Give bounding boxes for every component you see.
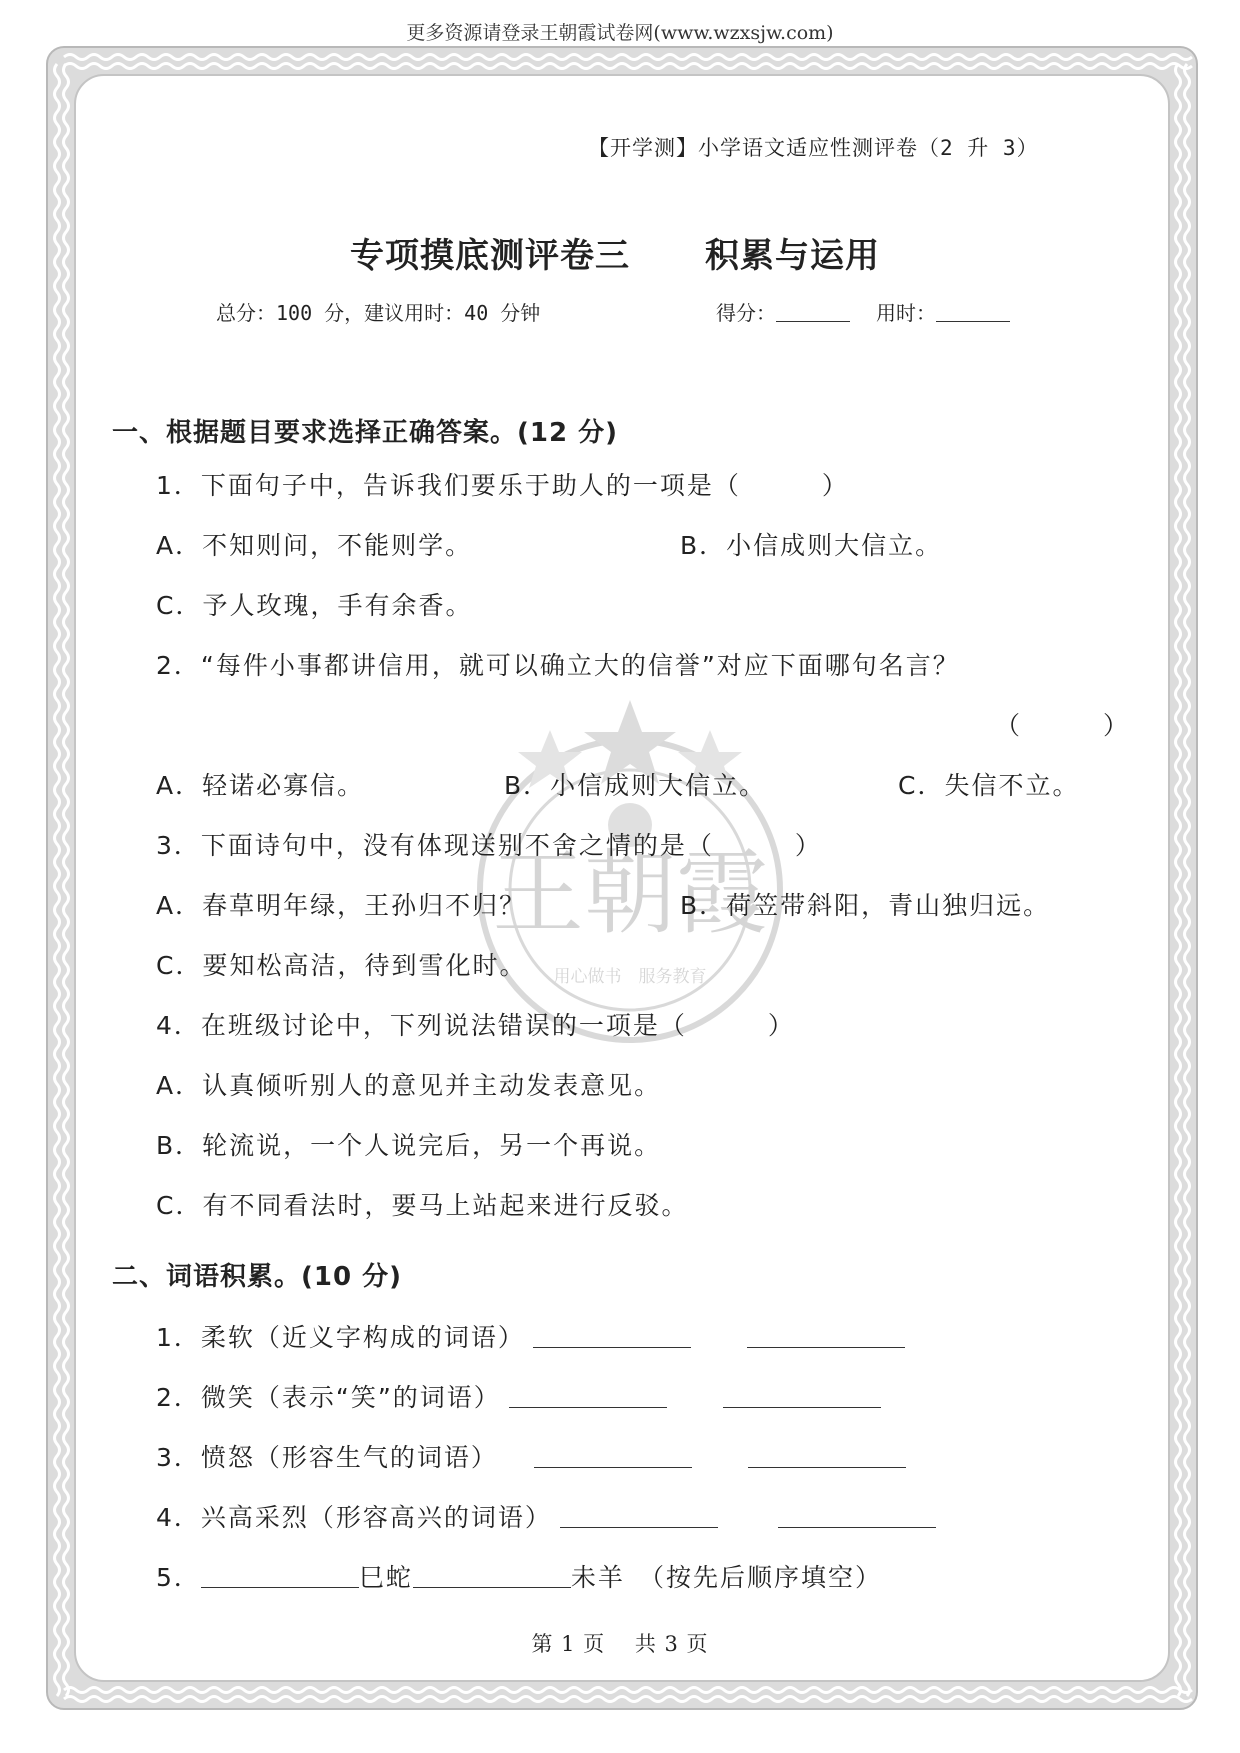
q1-stem: 1．下面句子中，告诉我们要乐于助人的一项是（ ） — [156, 471, 849, 500]
vocab-item-1-blank-1[interactable] — [533, 1323, 691, 1348]
vocab-item-3-blank-2[interactable] — [748, 1443, 906, 1468]
vocab-item-4-blank-1[interactable] — [560, 1503, 718, 1528]
q3-option-c[interactable]: C．要知松高洁，待到雪化时。 — [156, 951, 527, 980]
score-field — [716, 297, 1010, 326]
vocab-item-3 — [156, 1438, 906, 1474]
vocab-item-4 — [156, 1498, 936, 1534]
q4-stem: 4．在班级讨论中，下列说法错误的一项是（ ） — [156, 1011, 795, 1040]
watermark-brand: 王朝霞 — [491, 840, 769, 947]
section2-heading: 二、词语积累。(10 分) — [112, 1262, 402, 1292]
vocab-item-1-text: 1．柔软（近义字构成的词语） — [156, 1323, 525, 1352]
vocab-item-4-blank-2[interactable] — [778, 1503, 936, 1528]
vocab-item-4-text: 4．兴高采烈（形容高兴的词语） — [156, 1503, 552, 1532]
q2-option-b[interactable]: B．小信成则大信立。 — [504, 771, 767, 800]
q2-answer-paren[interactable]: （ ） — [995, 711, 1131, 740]
q4-option-a[interactable]: A．认真倾听别人的意见并主动发表意见。 — [156, 1071, 662, 1100]
site-note: 更多资源请登录王朝霞试卷网(www.wzxsjw.com) — [406, 22, 834, 44]
vocab-item-5-end: 未羊 — [570, 1563, 625, 1592]
wave-line — [64, 1697, 1192, 1702]
title-right: 积累与运用 — [705, 236, 880, 276]
vocab-item-5-number: 5． — [156, 1563, 201, 1592]
q3-stem: 3．下面诗句中，没有体现送别不舍之情的是（ ） — [156, 831, 822, 860]
q2-option-c[interactable]: C．失信不立。 — [898, 771, 1080, 800]
vocab-item-5-note: （按先后顺序填空） — [638, 1563, 882, 1592]
vocab-item-2-blank-1[interactable] — [509, 1383, 667, 1408]
page-footer: 第 1 页 共 3 页 — [531, 1632, 709, 1656]
vocab-item-5-blank-1[interactable] — [201, 1563, 359, 1588]
vocab-item-1-blank-2[interactable] — [747, 1323, 905, 1348]
score-blank[interactable] — [776, 301, 850, 322]
vocab-item-2-blank-2[interactable] — [723, 1383, 881, 1408]
vocab-item-1 — [156, 1318, 905, 1354]
time-blank[interactable] — [936, 301, 1010, 322]
q4-option-c[interactable]: C．有不同看法时，要马上站起来进行反驳。 — [156, 1191, 689, 1220]
vocab-item-5-blank-2[interactable] — [413, 1563, 571, 1588]
score-info: 总分：100 分，建议用时：40 分钟 — [216, 301, 541, 325]
title-left: 专项摸底测评卷三 — [350, 236, 630, 276]
q2-option-a[interactable]: A．轻诺必寡信。 — [156, 771, 365, 800]
q3-option-a[interactable]: A．春草明年绿，王孙归不归？ — [156, 891, 527, 920]
vocab-item-2 — [156, 1378, 881, 1414]
section1-heading: 一、根据题目要求选择正确答案。(12 分) — [112, 418, 618, 448]
wave-line — [1176, 64, 1181, 1696]
q1-option-b[interactable]: B．小信成则大信立。 — [680, 531, 943, 560]
q1-option-a[interactable]: A．不知则问，不能则学。 — [156, 531, 473, 560]
wave-line — [64, 1688, 1192, 1693]
wave-line — [55, 64, 60, 1696]
q4-option-b[interactable]: B．轮流说，一个人说完后，另一个再说。 — [156, 1131, 662, 1160]
vocab-item-5 — [156, 1558, 882, 1594]
wave-line — [64, 55, 1192, 60]
time-label: 用时： — [876, 301, 937, 325]
wave-line — [1185, 64, 1190, 1696]
vocab-item-3-text: 3．愤怒（形容生气的词语） — [156, 1443, 498, 1472]
q1-option-c[interactable]: C．予人玫瑰，手有余香。 — [156, 591, 473, 620]
vocab-item-5-mid: 巳蛇 — [358, 1563, 413, 1592]
watermark-slogan: 用心做书 服务教育 — [553, 967, 707, 987]
top-label: 【开学测】小学语文适应性测评卷（2 升 3） — [588, 136, 1039, 160]
vocab-item-3-blank-1[interactable] — [534, 1443, 692, 1468]
q2-stem: 2．“每件小事都讲信用，就可以确立大的信誉”对应下面哪句名言？ — [156, 651, 960, 680]
score-label: 得分： — [716, 301, 776, 325]
wave-line — [64, 64, 69, 1696]
wave-line — [64, 64, 1192, 69]
q3-option-b[interactable]: B．荷笠带斜阳，青山独归远。 — [680, 891, 1051, 920]
vocab-item-2-text: 2．微笑（表示“笑”的词语） — [156, 1383, 501, 1412]
